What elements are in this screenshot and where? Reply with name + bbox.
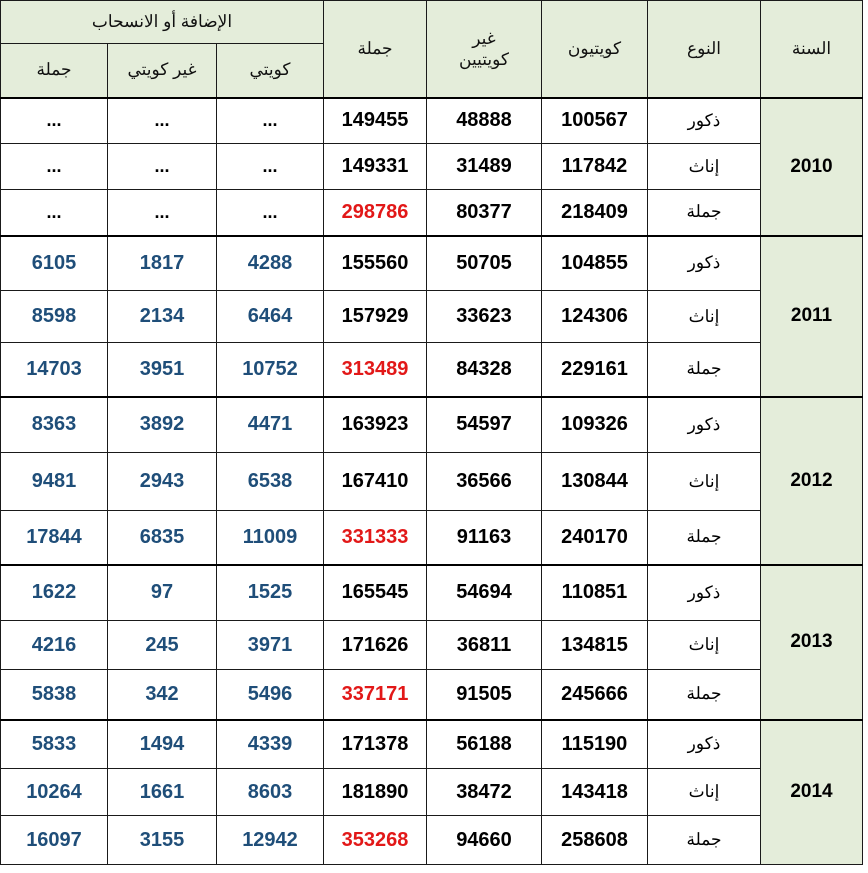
cell-kuwaiti: 245666 bbox=[542, 670, 648, 720]
cell-type: ذكور bbox=[648, 565, 761, 621]
table-row bbox=[1, 397, 863, 453]
cell-kuwaiti: 229161 bbox=[542, 343, 648, 397]
cell-adj-total: 8363 bbox=[1, 397, 108, 453]
cell-total: 171626 bbox=[324, 621, 427, 670]
header-adj-total: جملة bbox=[1, 44, 108, 98]
cell-total: 149455 bbox=[324, 98, 427, 144]
cell-type: جملة bbox=[648, 343, 761, 397]
cell-adj-non-kuwaiti: 1494 bbox=[108, 720, 217, 769]
table-row bbox=[1, 144, 863, 190]
year-cell: 2013 bbox=[761, 565, 863, 720]
header-adjustment-group: الإضافة أو الانسحاب bbox=[1, 1, 324, 44]
cell-adj-total: 4216 bbox=[1, 621, 108, 670]
cell-total: 337171 bbox=[324, 670, 427, 720]
cell-adj-non-kuwaiti: 1817 bbox=[108, 236, 217, 291]
table-row bbox=[1, 511, 863, 565]
table-row bbox=[1, 816, 863, 865]
cell-total: 149331 bbox=[324, 144, 427, 190]
cell-type: ذكور bbox=[648, 98, 761, 144]
cell-non-kuwaiti: 50705 bbox=[427, 236, 542, 291]
header-kuwaiti: كويتيون bbox=[542, 1, 648, 98]
cell-kuwaiti: 258608 bbox=[542, 816, 648, 865]
table-row bbox=[1, 98, 863, 144]
cell-adj-total: ... bbox=[1, 98, 108, 144]
cell-non-kuwaiti: 36811 bbox=[427, 621, 542, 670]
cell-kuwaiti: 130844 bbox=[542, 453, 648, 511]
table-row bbox=[1, 236, 863, 291]
cell-non-kuwaiti: 48888 bbox=[427, 98, 542, 144]
cell-non-kuwaiti: 91163 bbox=[427, 511, 542, 565]
cell-adj-total: 10264 bbox=[1, 769, 108, 816]
header-non-kuwaiti-line2: كويتيين bbox=[459, 49, 509, 69]
cell-adj-kuwaiti: 11009 bbox=[217, 511, 324, 565]
cell-adj-kuwaiti: 10752 bbox=[217, 343, 324, 397]
cell-type: ذكور bbox=[648, 720, 761, 769]
cell-adj-total: 1622 bbox=[1, 565, 108, 621]
cell-adj-non-kuwaiti: 1661 bbox=[108, 769, 217, 816]
header-adj-kuwaiti: كويتي bbox=[217, 44, 324, 98]
cell-total: 167410 bbox=[324, 453, 427, 511]
cell-kuwaiti: 240170 bbox=[542, 511, 648, 565]
cell-adj-kuwaiti: 5496 bbox=[217, 670, 324, 720]
cell-adj-non-kuwaiti: 2134 bbox=[108, 291, 217, 343]
cell-adj-non-kuwaiti: ... bbox=[108, 98, 217, 144]
cell-kuwaiti: 134815 bbox=[542, 621, 648, 670]
cell-total: 353268 bbox=[324, 816, 427, 865]
cell-adj-non-kuwaiti: 3951 bbox=[108, 343, 217, 397]
cell-adj-kuwaiti: ... bbox=[217, 144, 324, 190]
cell-adj-kuwaiti: 6538 bbox=[217, 453, 324, 511]
cell-adj-total: 9481 bbox=[1, 453, 108, 511]
cell-adj-total: 16097 bbox=[1, 816, 108, 865]
cell-adj-kuwaiti: 6464 bbox=[217, 291, 324, 343]
cell-total: 165545 bbox=[324, 565, 427, 621]
cell-type: جملة bbox=[648, 511, 761, 565]
cell-type: جملة bbox=[648, 190, 761, 236]
table-row bbox=[1, 453, 863, 511]
cell-type: إناث bbox=[648, 291, 761, 343]
cell-total: 163923 bbox=[324, 397, 427, 453]
cell-adj-non-kuwaiti: 245 bbox=[108, 621, 217, 670]
cell-kuwaiti: 124306 bbox=[542, 291, 648, 343]
cell-kuwaiti: 104855 bbox=[542, 236, 648, 291]
header-non-kuwaiti-line1: غير bbox=[472, 28, 496, 48]
cell-total: 331333 bbox=[324, 511, 427, 565]
cell-kuwaiti: 109326 bbox=[542, 397, 648, 453]
header-year: السنة bbox=[761, 1, 863, 98]
cell-adj-non-kuwaiti: ... bbox=[108, 190, 217, 236]
cell-adj-kuwaiti: 12942 bbox=[217, 816, 324, 865]
cell-total: 155560 bbox=[324, 236, 427, 291]
cell-type: ذكور bbox=[648, 236, 761, 291]
cell-non-kuwaiti: 38472 bbox=[427, 769, 542, 816]
cell-adj-kuwaiti: 4339 bbox=[217, 720, 324, 769]
year-cell: 2014 bbox=[761, 720, 863, 865]
cell-total: 313489 bbox=[324, 343, 427, 397]
cell-adj-non-kuwaiti: 3155 bbox=[108, 816, 217, 865]
header-non-kuwaiti bbox=[427, 1, 542, 98]
table-row bbox=[1, 720, 863, 769]
cell-adj-kuwaiti: 8603 bbox=[217, 769, 324, 816]
cell-type: إناث bbox=[648, 769, 761, 816]
header-type: النوع bbox=[648, 1, 761, 98]
cell-total: 181890 bbox=[324, 769, 427, 816]
cell-adj-total: 8598 bbox=[1, 291, 108, 343]
table-row bbox=[1, 565, 863, 621]
cell-adj-kuwaiti: 4471 bbox=[217, 397, 324, 453]
cell-total: 298786 bbox=[324, 190, 427, 236]
cell-kuwaiti: 100567 bbox=[542, 98, 648, 144]
cell-non-kuwaiti: 54694 bbox=[427, 565, 542, 621]
cell-total: 171378 bbox=[324, 720, 427, 769]
cell-kuwaiti: 115190 bbox=[542, 720, 648, 769]
cell-adj-non-kuwaiti: 342 bbox=[108, 670, 217, 720]
cell-adj-non-kuwaiti: 3892 bbox=[108, 397, 217, 453]
cell-adj-non-kuwaiti: 2943 bbox=[108, 453, 217, 511]
cell-adj-total: 5838 bbox=[1, 670, 108, 720]
cell-non-kuwaiti: 54597 bbox=[427, 397, 542, 453]
cell-adj-kuwaiti: ... bbox=[217, 98, 324, 144]
cell-adj-kuwaiti: 1525 bbox=[217, 565, 324, 621]
cell-adj-total: 17844 bbox=[1, 511, 108, 565]
table-row bbox=[1, 291, 863, 343]
year-cell: 2012 bbox=[761, 397, 863, 565]
cell-type: إناث bbox=[648, 453, 761, 511]
year-cell: 2010 bbox=[761, 98, 863, 236]
table-row bbox=[1, 343, 863, 397]
year-cell: 2011 bbox=[761, 236, 863, 397]
table-row bbox=[1, 621, 863, 670]
table-row bbox=[1, 190, 863, 236]
cell-kuwaiti: 143418 bbox=[542, 769, 648, 816]
cell-non-kuwaiti: 56188 bbox=[427, 720, 542, 769]
cell-non-kuwaiti: 31489 bbox=[427, 144, 542, 190]
cell-adj-kuwaiti: 3971 bbox=[217, 621, 324, 670]
cell-adj-total: 6105 bbox=[1, 236, 108, 291]
cell-non-kuwaiti: 80377 bbox=[427, 190, 542, 236]
cell-adj-total: ... bbox=[1, 144, 108, 190]
cell-adj-kuwaiti: ... bbox=[217, 190, 324, 236]
cell-non-kuwaiti: 84328 bbox=[427, 343, 542, 397]
cell-total: 157929 bbox=[324, 291, 427, 343]
cell-type: ذكور bbox=[648, 397, 761, 453]
cell-adj-non-kuwaiti: 97 bbox=[108, 565, 217, 621]
cell-adj-total: 14703 bbox=[1, 343, 108, 397]
cell-adj-total: ... bbox=[1, 190, 108, 236]
cell-adj-kuwaiti: 4288 bbox=[217, 236, 324, 291]
cell-type: إناث bbox=[648, 144, 761, 190]
table-row bbox=[1, 769, 863, 816]
cell-non-kuwaiti: 33623 bbox=[427, 291, 542, 343]
cell-non-kuwaiti: 91505 bbox=[427, 670, 542, 720]
cell-adj-non-kuwaiti: 6835 bbox=[108, 511, 217, 565]
cell-type: جملة bbox=[648, 816, 761, 865]
header-adj-non-kuwaiti: غير كويتي bbox=[108, 44, 217, 98]
cell-kuwaiti: 110851 bbox=[542, 565, 648, 621]
cell-non-kuwaiti: 36566 bbox=[427, 453, 542, 511]
cell-kuwaiti: 117842 bbox=[542, 144, 648, 190]
cell-adj-total: 5833 bbox=[1, 720, 108, 769]
cell-type: إناث bbox=[648, 621, 761, 670]
cell-kuwaiti: 218409 bbox=[542, 190, 648, 236]
table-row bbox=[1, 670, 863, 720]
cell-adj-non-kuwaiti: ... bbox=[108, 144, 217, 190]
cell-non-kuwaiti: 94660 bbox=[427, 816, 542, 865]
header-total: جملة bbox=[324, 1, 427, 98]
cell-type: جملة bbox=[648, 670, 761, 720]
